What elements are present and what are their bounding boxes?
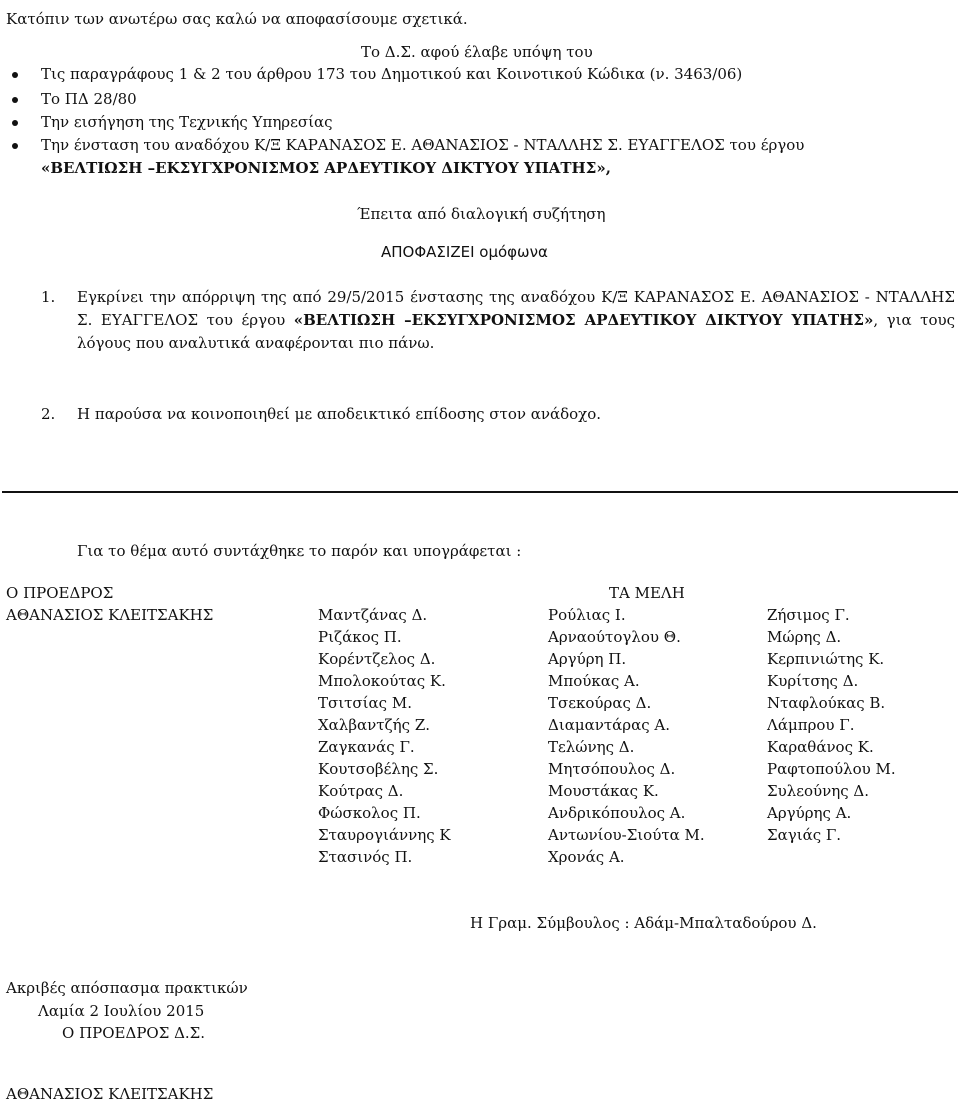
member-name: Κερπινιώτης Κ. bbox=[767, 650, 885, 668]
bullet-icon bbox=[12, 97, 18, 103]
member-name: Μητσόπουλος Δ. bbox=[548, 760, 676, 778]
member-name: Μαντζάνας Δ. bbox=[318, 606, 428, 624]
member-name: Μπολοκούτας Κ. bbox=[318, 672, 446, 690]
president-label: Ο ΠΡΟΕΔΡΟΣ bbox=[6, 584, 114, 602]
bullet-icon bbox=[12, 72, 18, 78]
members-column-1 bbox=[318, 604, 451, 868]
member-name: Αντωνίου-Σιούτα Μ. bbox=[548, 826, 705, 844]
divider-line bbox=[2, 491, 958, 493]
consideration-item: Την εισήγηση της Τεχνικής Υπηρεσίας bbox=[41, 113, 333, 131]
project-title-inline: «ΒΕΛΤΙΩΣΗ –ΕΚΣΥΓΧΡΟΝΙΣΜΟΣ ΑΡΔΕΥΤΙΚΟΥ ΔΙΚΤΥΟΥ ΥΠΑΤΗΣ» bbox=[293, 311, 874, 329]
members-label: ΤΑ ΜΕΛΗ bbox=[609, 584, 685, 602]
decision-text-part: , για τους λόγους που αναλυτικά αναφέρονται πιο πάνω. bbox=[77, 311, 955, 352]
extract-date: Λαμία 2 Ιουλίου 2015 bbox=[38, 1002, 205, 1020]
member-name: Φώσκολος Π. bbox=[318, 804, 421, 822]
member-name: Νταφλούκας Β. bbox=[767, 694, 886, 712]
extract-label: Ακριβές απόσπασμα πρακτικών bbox=[6, 979, 248, 997]
extract-president-name: ΑΘΑΝΑΣΙΟΣ ΚΛΕΙΤΣΑΚΗΣ bbox=[6, 1085, 214, 1103]
council-heading: Το Δ.Σ. αφού έλαβε υπόψη του bbox=[361, 43, 593, 61]
member-name: Αρναούτογλου Θ. bbox=[548, 628, 681, 646]
consideration-item: Το ΠΔ 28/80 bbox=[41, 90, 137, 108]
signing-note: Για το θέμα αυτό συντάχθηκε το παρόν και υπογράφεται : bbox=[77, 542, 522, 560]
extract-president-title: Ο ΠΡΟΕΔΡΟΣ Δ.Σ. bbox=[62, 1024, 206, 1042]
member-name: Τελώνης Δ. bbox=[548, 738, 635, 756]
member-name: Μπούκας Α. bbox=[548, 672, 640, 690]
decision-number: 1. bbox=[41, 288, 56, 306]
member-name: Τσεκούρας Δ. bbox=[548, 694, 652, 712]
member-name: Λάμπρου Γ. bbox=[767, 716, 855, 734]
president-name: ΑΘΑΝΑΣΙΟΣ ΚΛΕΙΤΣΑΚΗΣ bbox=[6, 606, 214, 624]
member-name: Ραφτοπούλου Μ. bbox=[767, 760, 896, 778]
decision-number: 2. bbox=[41, 405, 56, 423]
member-name: Ζήσιμος Γ. bbox=[767, 606, 850, 624]
member-name: Στασινός Π. bbox=[318, 848, 413, 866]
member-name: Καραθάνος Κ. bbox=[767, 738, 874, 756]
decision-heading bbox=[381, 241, 548, 263]
member-name: Κουτσοβέλης Σ. bbox=[318, 760, 439, 778]
members-column-2 bbox=[548, 604, 705, 868]
bullet-icon bbox=[12, 143, 18, 149]
member-name: Τσιτσίας Μ. bbox=[318, 694, 412, 712]
decision-text bbox=[77, 286, 955, 355]
discussion-text: Έπειτα από διαλογική συζήτηση bbox=[357, 205, 606, 223]
member-name: Αργύρης Α. bbox=[767, 804, 852, 822]
member-name: Μουστάκας Κ. bbox=[548, 782, 659, 800]
member-name: Χρονάς Α. bbox=[548, 848, 625, 866]
member-name: Διαμαντάρας Α. bbox=[548, 716, 670, 734]
member-name: Χαλβαντζής Ζ. bbox=[318, 716, 431, 734]
member-name: Κορέντζελος Δ. bbox=[318, 650, 436, 668]
member-name: Μώρης Δ. bbox=[767, 628, 842, 646]
bullet-icon bbox=[12, 120, 18, 126]
member-name: Ανδρικόπουλος Α. bbox=[548, 804, 686, 822]
member-name: Σαγιάς Γ. bbox=[767, 826, 842, 844]
member-name: Σταυρογιάννης Κ bbox=[318, 826, 451, 844]
decision-text: Η παρούσα να κοινοποιηθεί με αποδεικτικό επίδοσης στον ανάδοχο. bbox=[77, 405, 602, 423]
intro-text: Κατόπιν των ανωτέρω σας καλώ να αποφασίσουμε σχετικά. bbox=[6, 10, 468, 28]
consideration-item: Τις παραγράφους 1 & 2 του άρθρου 173 του Δημοτικού και Κοινοτικού Κώδικα (ν. 3463/06) bbox=[41, 65, 743, 83]
member-name: Κυρίτσης Δ. bbox=[767, 672, 859, 690]
members-column-3 bbox=[767, 604, 896, 846]
member-name: Ρούλιας Ι. bbox=[548, 606, 626, 624]
secretary-line: Η Γραμ. Σύμβουλος : Αδάμ-Μπαλταδούρου Δ. bbox=[470, 914, 817, 932]
member-name: Ριζάκος Π. bbox=[318, 628, 402, 646]
member-name: Συλεούνης Δ. bbox=[767, 782, 870, 800]
decision-heading-text: ΑΠΟΦΑΣΙΖΕΙ ομόφωνα bbox=[381, 243, 548, 261]
decision-text-part: Εγκρίνει την απόρριψη της από 29/5/2015 ένστασης της αναδόχου Κ/Ξ ΚΑΡΑΝΑΣΟΣ Ε. ΑΘΑΝΑΣΙΟΣ - ΝΤΑΛΛΗΣ Σ. ΕΥΑΓΓΕΛΟΣ του έργου bbox=[77, 288, 955, 329]
consideration-item: Την ένσταση του αναδόχου Κ/Ξ ΚΑΡΑΝΑΣΟΣ Ε. ΑΘΑΝΑΣΙΟΣ - ΝΤΑΛΛΗΣ Σ. ΕΥΑΓΓΕΛΟΣ του έργου bbox=[41, 136, 805, 154]
project-title: «ΒΕΛΤΙΩΣΗ –ΕΚΣΥΓΧΡΟΝΙΣΜΟΣ ΑΡΔΕΥΤΙΚΟΥ ΔΙΚΤΥΟΥ ΥΠΑΤΗΣ», bbox=[41, 159, 611, 177]
member-name: Αργύρη Π. bbox=[548, 650, 627, 668]
member-name: Κούτρας Δ. bbox=[318, 782, 404, 800]
member-name: Ζαγκανάς Γ. bbox=[318, 738, 415, 756]
